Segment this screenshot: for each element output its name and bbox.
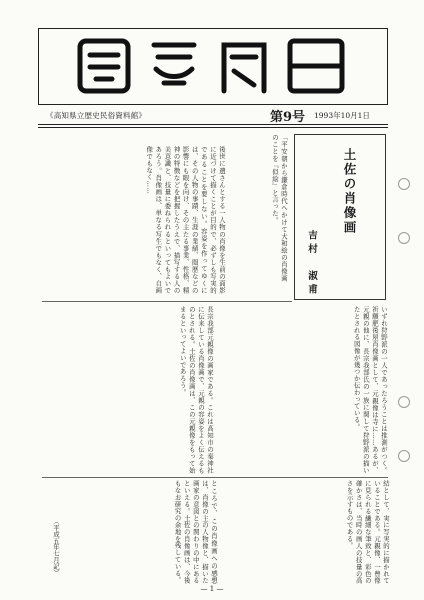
article-column-6: ところで、この肖像画への感想は、肖像の主の人物像と、描いた画家の意図との関わりの中にあるといえる。土佐の肖像画は、今後もなお研究の余地を残している。 [173,480,218,584]
museum-name: 《高知県立歴史民俗資料館》 [46,111,147,120]
punch-hole-icon [398,178,410,190]
article-column-5: 結として、実に写実的に描かれていることである。元親像、一豊像に見られる繊細な筆致と、彩色の確かさは、当時の画人の技量の高さを示すものである。 [345,480,390,584]
punch-hole-icon [398,396,410,408]
masthead-logo [74,33,354,99]
article-title: 土佐の肖像画 [342,148,357,235]
article-column-3: いずれ狩野派の一人であったろうことは推測がつく。祈願肥後屋肖像画として、元親像は寺に……あるが、元親の他に、長宗我部氏の一族に関して狩野派の描いたとされる図像が幾つか伝わっている。 [352,306,388,474]
header-rule [38,124,388,125]
article-column-4: 長宗我部元親像の画家である。これは高知市の秦神社に伝来している肖像画で、元親の容姿をよく伝えるものとされる。土佐の肖像画は、この元親像をもって始まるといってよいであろう。 [178,306,214,474]
punch-hole-icon [398,450,410,462]
punch-hole-icon [398,232,410,244]
section-rule-2 [42,477,388,478]
article-author: 吉村 淑甫 [306,230,317,298]
article-dateline: （平成五年七月記） [52,518,60,576]
issue-date: 1993年10月1日 [314,111,370,120]
article-column-2: 後世に遺さんとする一人物の肖像を生前の面影に近づけて描くことが目的で、必ずしも写実的であることを要しない。容姿を作ってゆくには、その人物の事蹟、生涯の業績、閲歴などの影響にも眼を向け、その主たる事業、性格、精神の特徴などを把握したうえで、描写する人の美意識と、技量に委ねられるといってもよいであろう。肖像画は、単なる写生でもなく、自画像でもなく…… [145,146,226,294]
page-number: — 1 — [200,585,224,593]
header-rule-thin [38,127,388,128]
section-rule [42,301,292,302]
article-column-1: 「平安朝から鎌倉時代へかけて大和絵の肖像画のことを『似絵』と言った。 [270,134,288,282]
issue-number: 第9号 [270,110,306,125]
